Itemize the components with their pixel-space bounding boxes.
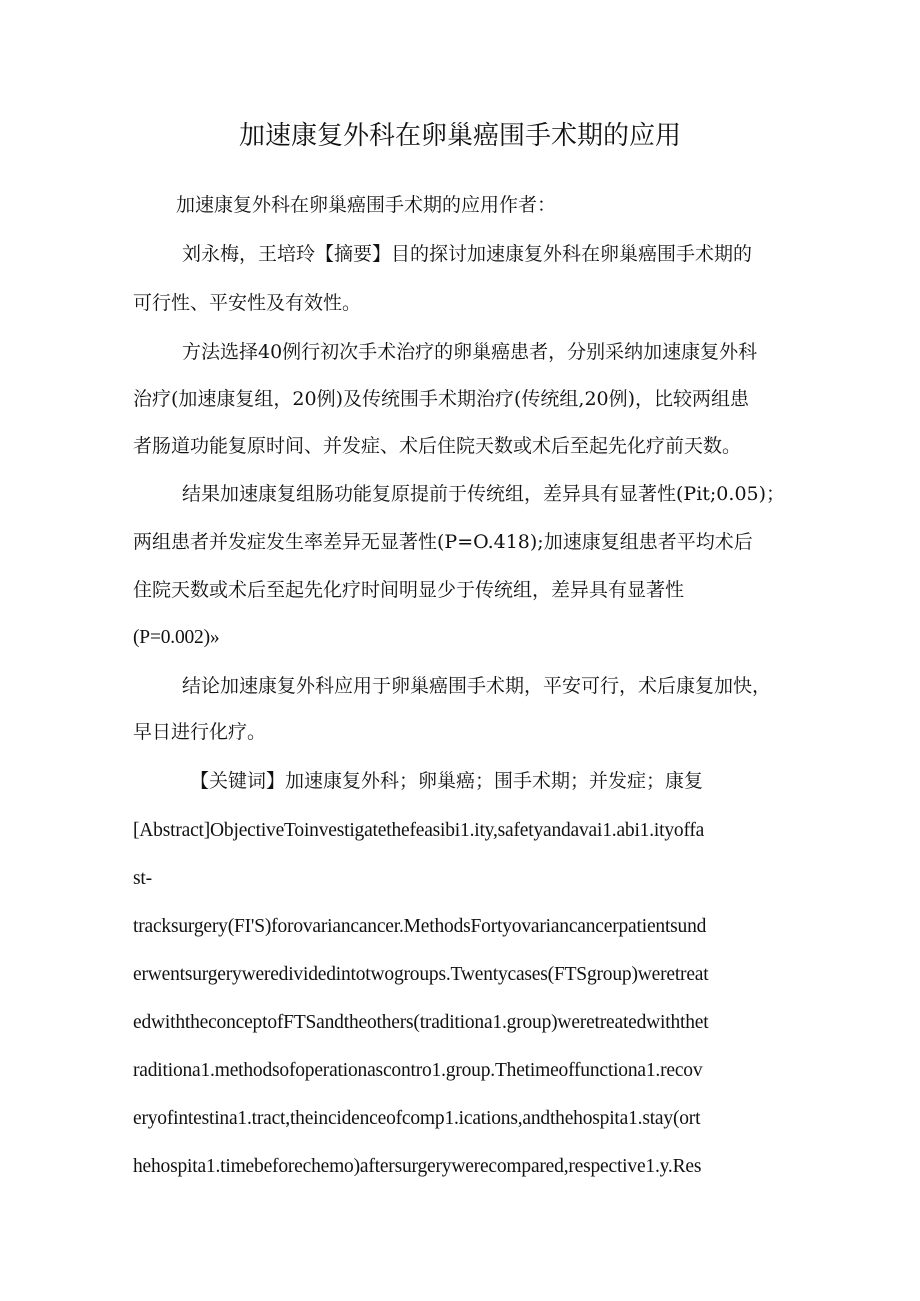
results-line-1: 结果加速康复组肠功能复原提前于传统组，差异具有显著性(Pit;0.05)；: [182, 483, 786, 505]
results-line-3: 住院天数或术后至起先化疗时间明显少于传统组，差异具有显著性: [133, 579, 685, 601]
abstract-line: raditiona1.methodsofoperationascontro1.group.Thetimeoffunctiona1.recov: [133, 1060, 703, 1081]
abstract-line: eryofintestina1.tract,theincidenceofcomp1.ications,andthehospita1.stay(ort: [133, 1108, 701, 1129]
abstract-line: erwentsurgeryweredividedintotwogroups.Twentycases(FTSgroup)weretreat: [133, 964, 709, 985]
methods-line-1: 方法选择40例行初次手术治疗的卵巢癌患者，分别采纳加速康复外科: [182, 341, 758, 363]
results-line-4: (P=0.002)»: [133, 627, 220, 648]
byline: 加速康复外科在卵巢癌围手术期的应用作者：: [176, 194, 557, 216]
abstract-line: [Abstract]ObjectiveToinvestigatethefeasibi1.ity,safetyandavai1.abi1.ityoffa: [133, 820, 705, 841]
methods-line-2: 治疗(加速康复组，20例)及传统围手术期治疗(传统组,20例)，比较两组患: [133, 388, 750, 410]
objective-line-2: 可行性、平安性及有效性。: [133, 292, 362, 314]
conclusion-line-2: 早日进行化疗。: [133, 721, 267, 743]
keywords-line: 【关键词】加速康复外科；卵巢癌；围手术期；并发症；康复: [190, 770, 704, 792]
results-line-2: 两组患者并发症发生率差异无显著性(P=O.418);加速康复组患者平均术后: [133, 531, 753, 553]
abstract-line: st-: [133, 868, 152, 889]
objective-line-1: 刘永梅，王培玲【摘要】目的探讨加速康复外科在卵巢癌围手术期的: [182, 243, 753, 265]
document-title: 加速康复外科在卵巢癌围手术期的应用: [238, 121, 681, 151]
methods-line-3: 者肠道功能复原时间、并发症、术后住院天数或术后至起先化疗前天数。: [133, 435, 742, 457]
conclusion-line-1: 结论加速康复外科应用于卵巢癌围手术期，平安可行，术后康复加快，: [182, 675, 772, 697]
abstract-line: edwiththeconceptofFTSandtheothers(traditiona1.group)weretreatedwiththet: [133, 1012, 709, 1033]
abstract-line: tracksurgery(FI'S)forovariancancer.MethodsFortyovariancancerpatientsund: [133, 916, 707, 937]
abstract-line: hehospita1.timebeforechemo)aftersurgerywerecompared,respective1.y.Res: [133, 1156, 702, 1177]
